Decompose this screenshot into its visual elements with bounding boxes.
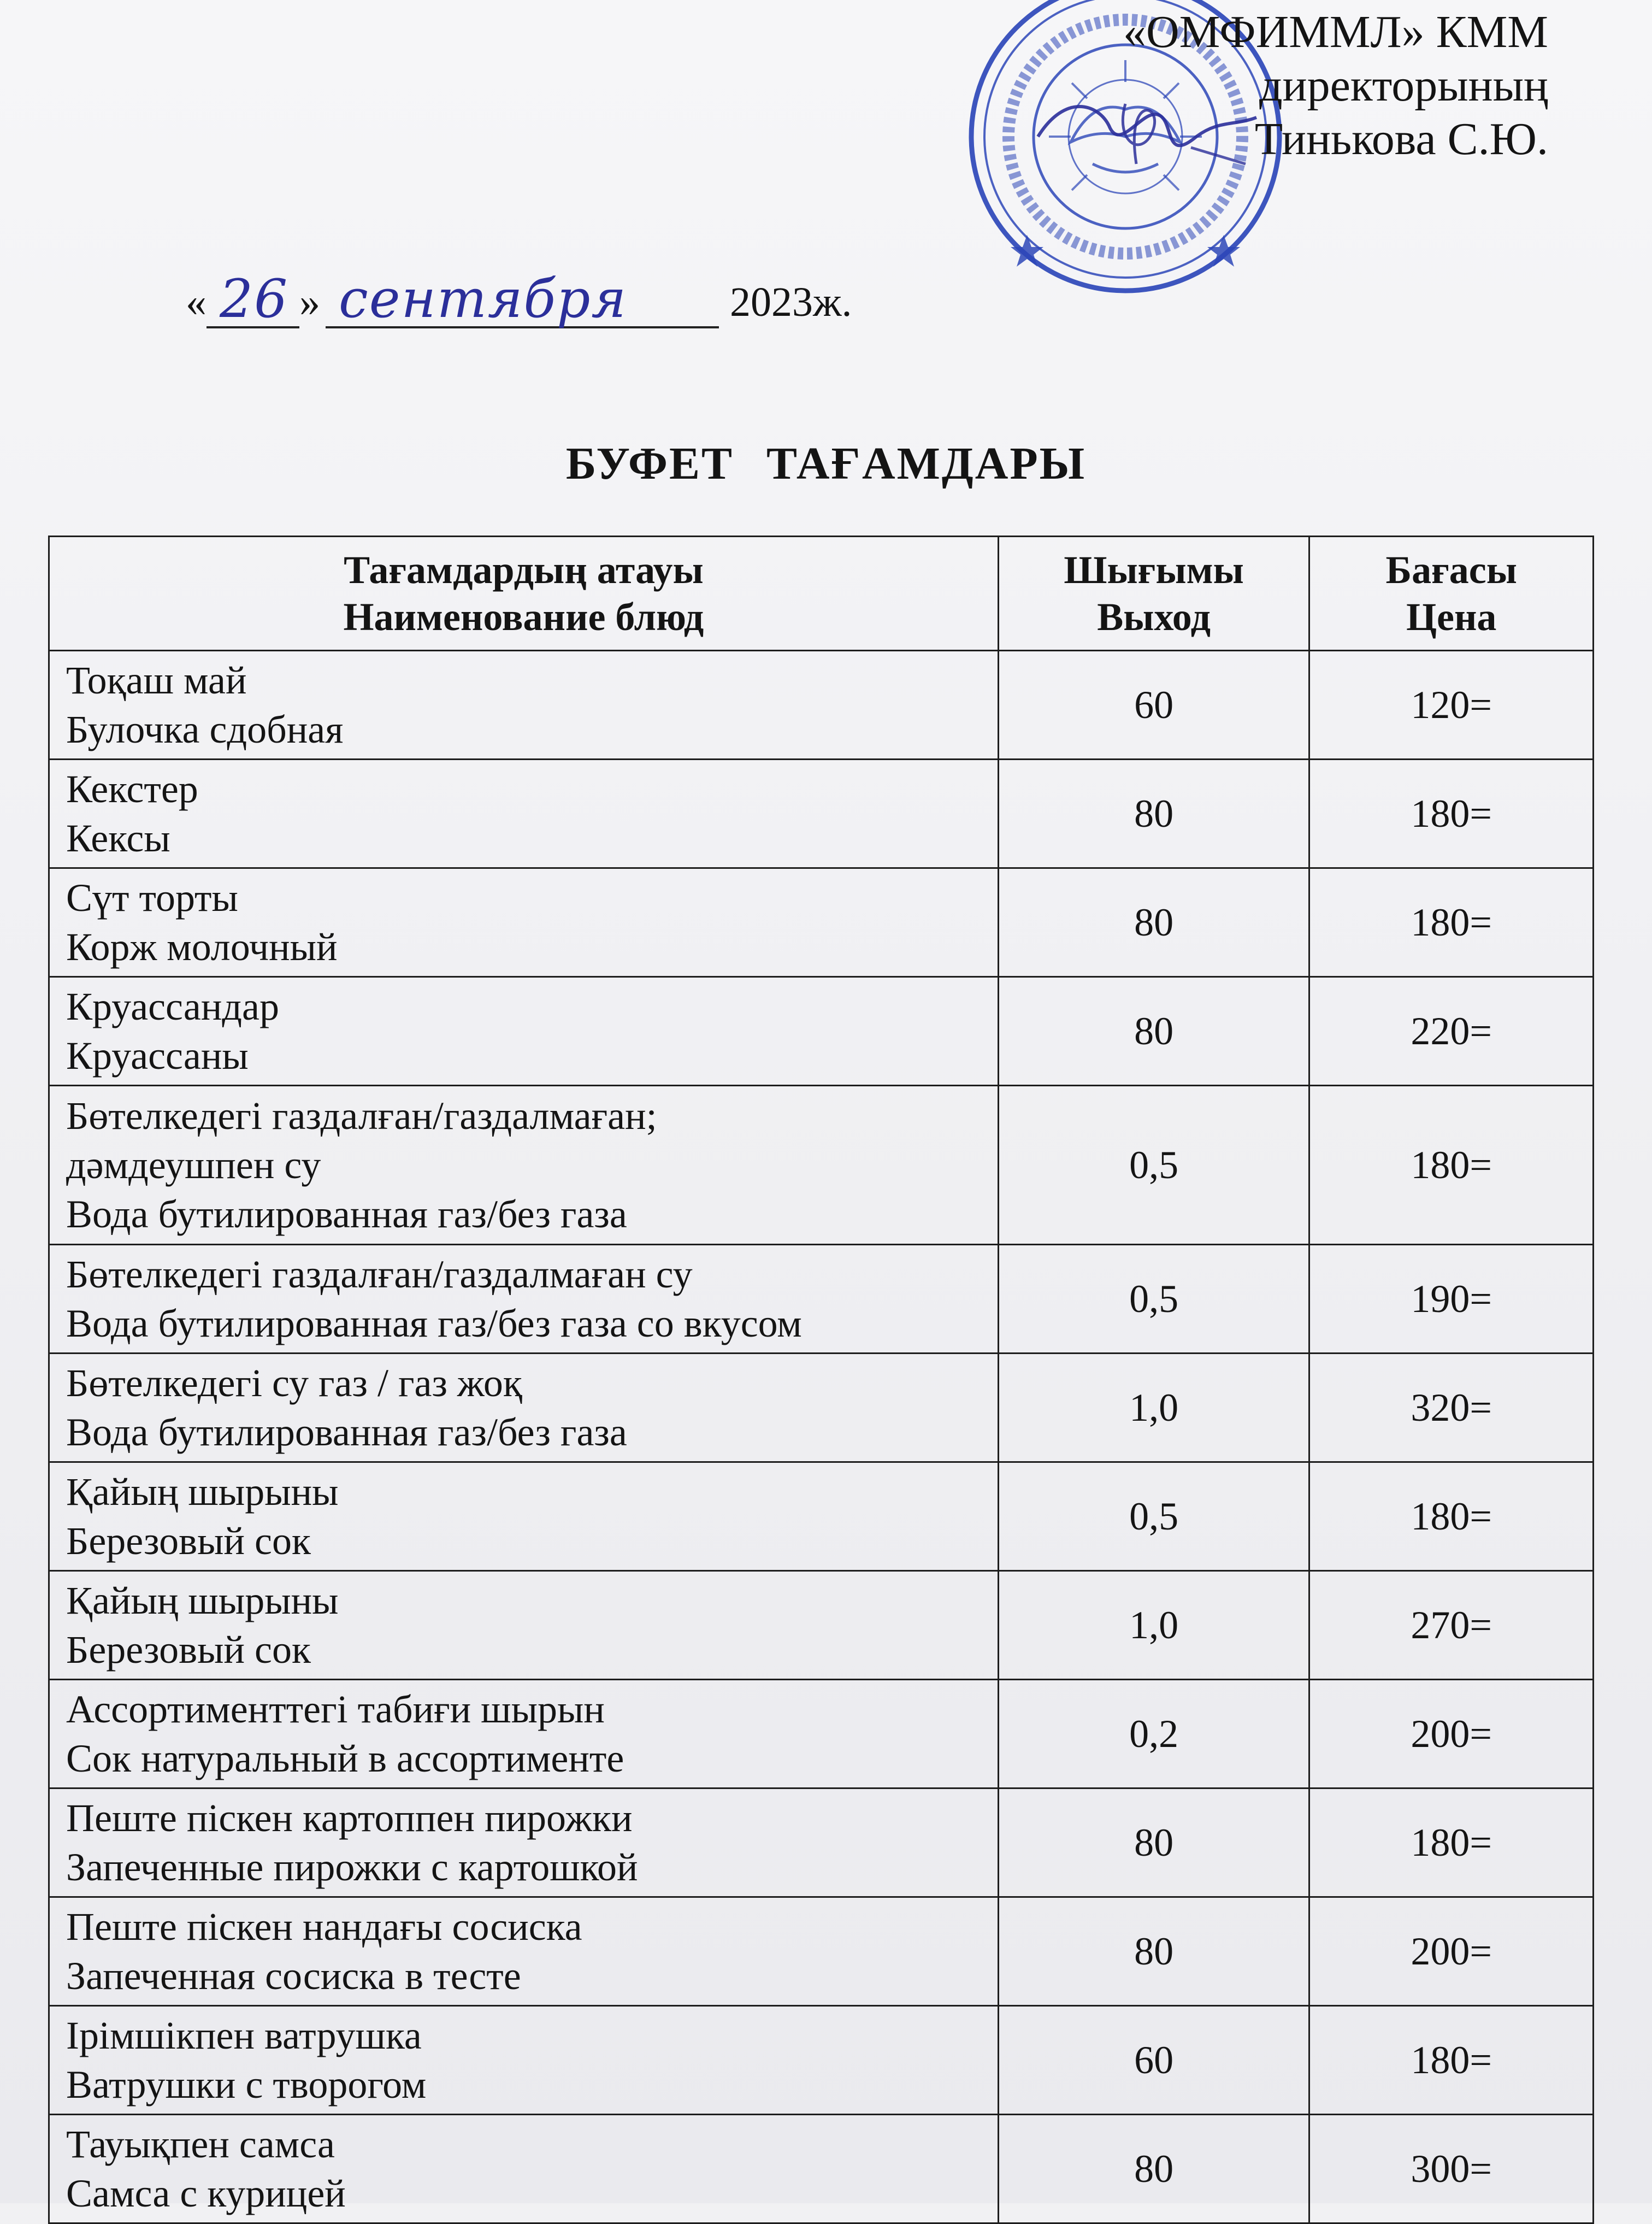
item-name-ru: Булочка сдобная	[66, 708, 344, 751]
item-price: 220=	[1309, 977, 1594, 1086]
item-price: 300=	[1309, 2115, 1594, 2223]
item-name-kk: Бөтелкедегі газдалған/газдалмаған;	[66, 1094, 657, 1138]
item-name-ru: Вода бутилированная газ/без газа	[66, 1192, 627, 1236]
org-line: «ОМФИММЛ» КММ	[1123, 7, 1548, 57]
table-row	[49, 1680, 1594, 1788]
date-day-blank	[206, 268, 299, 330]
table-row	[49, 760, 1594, 868]
item-name-ru: Березовый сок	[66, 1519, 311, 1563]
header-price-ru: Цена	[1406, 595, 1497, 639]
table-header-row	[49, 537, 1594, 651]
date-day-handwritten: 26	[220, 268, 289, 330]
item-name-cell	[49, 1680, 999, 1788]
item-name-ru: Запеченные пирожки с картошкой	[66, 1845, 638, 1889]
item-name-kk: Бөтелкедегі су газ / газ жоқ	[66, 1361, 522, 1405]
header-name-ru: Наименование блюд	[343, 595, 704, 639]
item-yield: 0,5	[998, 1086, 1309, 1245]
header-name	[49, 537, 999, 651]
header-price	[1309, 537, 1594, 651]
item-yield: 80	[998, 2115, 1309, 2223]
item-name-kk: Қайың шырыны	[66, 1579, 339, 1622]
item-price: 320=	[1309, 1354, 1594, 1462]
item-name-cell	[49, 868, 999, 977]
item-name-kk: Пеште піскен нандағы сосиска	[66, 1905, 582, 1949]
item-name-cell	[49, 977, 999, 1086]
item-price: 180=	[1309, 868, 1594, 977]
item-yield: 1,0	[998, 1354, 1309, 1462]
table-row	[49, 2115, 1594, 2223]
item-price: 180=	[1309, 1086, 1594, 1245]
document-title: БУФЕТ ТАҒАМДАРЫ	[565, 438, 1087, 489]
item-yield: 0,5	[998, 1462, 1309, 1571]
item-name-cell	[49, 1245, 999, 1354]
header-price-kk: Бағасы	[1385, 548, 1517, 592]
item-name-ru: Запеченная сосиска в тесте	[66, 1954, 521, 1998]
date-open-quote: «	[186, 279, 206, 325]
item-name-cell	[49, 1788, 999, 1897]
item-price: 200=	[1309, 1897, 1594, 2006]
table-row	[49, 1897, 1594, 2006]
item-yield: 60	[998, 2006, 1309, 2115]
item-name-cell	[49, 1897, 999, 2006]
item-name-ru: Ватрушки с творогом	[66, 2063, 427, 2107]
header-name-kk: Тағамдардың атауы	[344, 548, 704, 592]
table-row	[49, 868, 1594, 977]
table-row	[49, 1571, 1594, 1680]
item-yield: 80	[998, 1788, 1309, 1897]
date-month-blank	[326, 268, 719, 330]
item-name-cell	[49, 760, 999, 868]
item-name-kk: Круассандар	[66, 985, 279, 1028]
item-name-kk: Тоқаш май	[66, 658, 247, 702]
item-yield: 80	[998, 868, 1309, 977]
table-row	[49, 1462, 1594, 1571]
item-name-ru: Вода бутилированная газ/без газа со вкусом	[66, 1302, 802, 1345]
table-row	[49, 1086, 1594, 1245]
date-close-quote: »	[299, 279, 320, 325]
item-yield: 1,0	[998, 1571, 1309, 1680]
table-row	[49, 977, 1594, 1086]
item-name-ru: Корж молочный	[66, 925, 338, 969]
item-name-kk-cont: дәмдеушпен су	[66, 1143, 321, 1187]
item-price: 180=	[1309, 1788, 1594, 1897]
item-name-kk: Тауықпен самса	[66, 2122, 335, 2166]
item-name-kk: Қайың шырыны	[66, 1470, 339, 1514]
item-name-cell	[49, 1571, 999, 1680]
item-name-ru: Круассаны	[66, 1034, 249, 1078]
date-month-handwritten: сентября	[339, 268, 628, 330]
table-row	[49, 1788, 1594, 1897]
header-yield	[998, 537, 1309, 651]
item-price: 190=	[1309, 1245, 1594, 1354]
approval-block	[1123, 5, 1548, 166]
item-name-kk: Ассортименттегі табиғи шырын	[66, 1687, 605, 1731]
item-price: 180=	[1309, 760, 1594, 868]
item-name-kk: Ірімшікпен ватрушка	[66, 2014, 422, 2057]
item-yield: 60	[998, 651, 1309, 760]
item-name-cell	[49, 2006, 999, 2115]
item-name-kk: Сүт торты	[66, 876, 238, 920]
item-price: 180=	[1309, 2006, 1594, 2115]
item-yield: 80	[998, 760, 1309, 868]
item-name-cell	[49, 1086, 999, 1245]
item-name-cell	[49, 1354, 999, 1462]
item-price: 200=	[1309, 1680, 1594, 1788]
item-name-kk: Кекстер	[66, 767, 198, 811]
table-row	[49, 2006, 1594, 2115]
item-yield: 80	[998, 1897, 1309, 2006]
item-name-ru: Самса с курицей	[66, 2172, 346, 2215]
table-row	[49, 1354, 1594, 1462]
item-name-cell	[49, 1462, 999, 1571]
item-price: 180=	[1309, 1462, 1594, 1571]
table-row	[49, 651, 1594, 760]
item-name-cell	[49, 651, 999, 760]
item-name-kk: Пеште піскен картоппен пирожки	[66, 1796, 633, 1840]
item-yield: 0,5	[998, 1245, 1309, 1354]
director-name: Тинькова С.Ю.	[1254, 114, 1548, 164]
item-yield: 0,2	[998, 1680, 1309, 1788]
header-yield-ru: Выход	[1097, 595, 1211, 639]
position-line: директорының	[1259, 60, 1548, 111]
item-name-ru: Сок натуральный в ассортименте	[66, 1737, 624, 1780]
item-price: 270=	[1309, 1571, 1594, 1680]
date-year: 2023ж.	[730, 279, 852, 325]
item-name-ru: Кексы	[66, 816, 170, 860]
table-row	[49, 1245, 1594, 1354]
buffet-menu-table	[48, 536, 1594, 2224]
header-yield-kk: Шығымы	[1064, 548, 1244, 592]
item-name-ru: Березовый сок	[66, 1628, 311, 1672]
date-line	[186, 268, 852, 330]
item-name-ru: Вода бутилированная газ/без газа	[66, 1410, 627, 1454]
item-price: 120=	[1309, 651, 1594, 760]
item-name-cell	[49, 2115, 999, 2223]
item-name-kk: Бөтелкедегі газдалған/газдалмаған су	[66, 1252, 693, 1296]
item-yield: 80	[998, 977, 1309, 1086]
